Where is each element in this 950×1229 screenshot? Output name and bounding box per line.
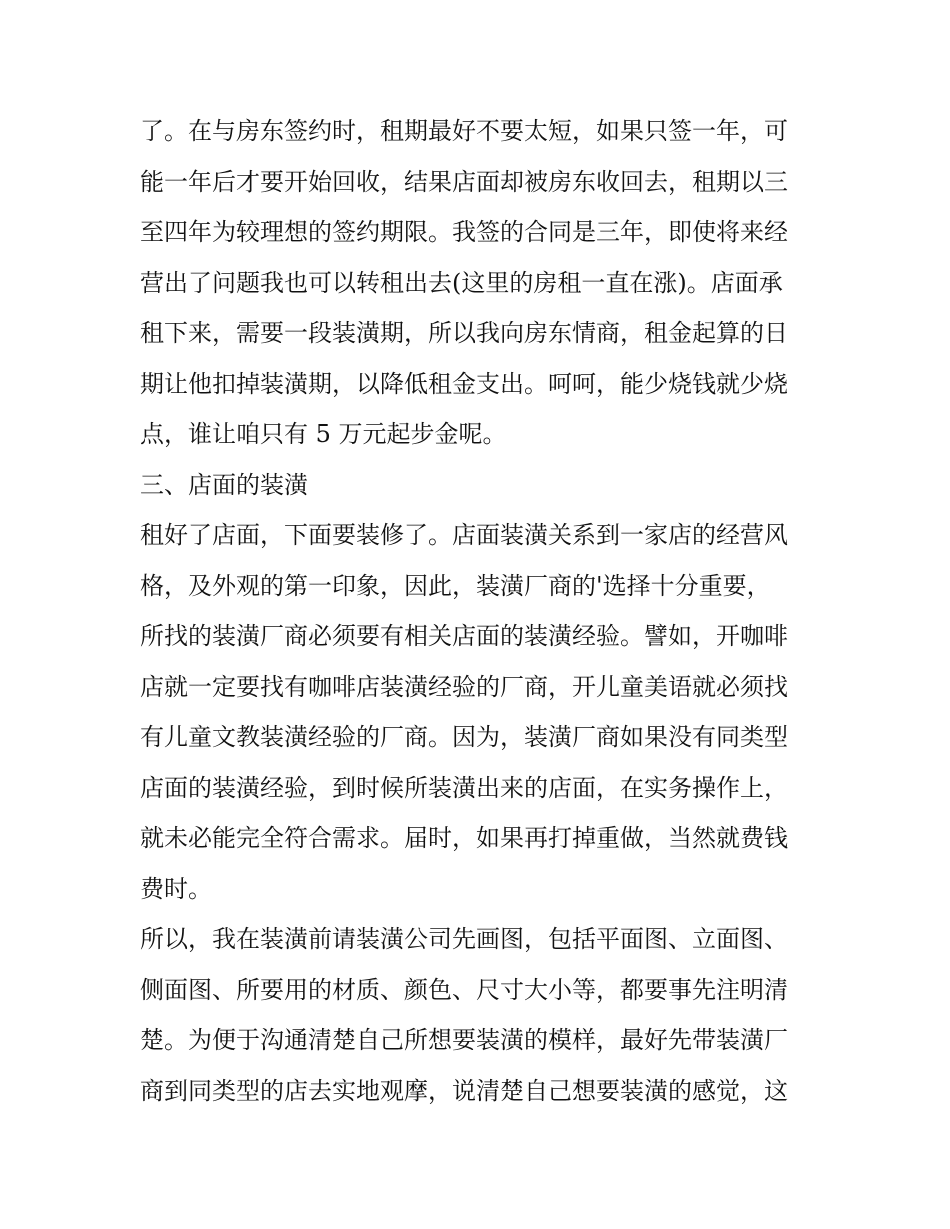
- text-line: 商到同类型的店去实地观摩，说清楚自己想要装潢的感觉，这: [140, 1076, 788, 1105]
- text-line: 营出了问题我也可以转租出去(这里的房租一直在涨)。店面承: [140, 268, 783, 297]
- text-line: 店就一定要找有咖啡店装潢经验的厂商，开儿童美语就必须找: [140, 672, 788, 701]
- text-line: 店面的装潢经验，到时候所装潢出来的店面，在实务操作上，: [140, 773, 788, 802]
- text-line: 费时。: [140, 874, 212, 903]
- text-line: 租好了店面，下面要装修了。店面装潢关系到一家店的经营风: [140, 521, 788, 549]
- text-line: 所找的装潢厂商必须要有相关店面的装潢经验。譬如，开咖啡: [140, 622, 788, 650]
- text-line: 期让他扣掉装潢期，以降低租金支出。呵呵，能少烧钱就少烧: [140, 369, 788, 398]
- text-line: 楚。为便于沟通清楚自己所想要装潢的模样，最好先带装潢厂: [140, 1026, 788, 1054]
- text-line: 就未必能完全符合需求。届时，如果再打掉重做，当然就费钱: [140, 824, 788, 852]
- text-line: 了。在与房东签约时，租期最好不要太短，如果只签一年，可: [140, 117, 788, 145]
- text-line: 能一年后才要开始回收，结果店面却被房东收回去，租期以三: [140, 167, 788, 196]
- section-heading: 三、店面的装潢: [140, 470, 308, 499]
- text-line: 格，及外观的第一印象，因此，装潢厂商的'选择十分重要，: [140, 571, 771, 600]
- document-body: [140, 106, 820, 1116]
- text-line: 有儿童文教装潢经验的厂商。因为，装潢厂商如果没有同类型: [140, 723, 788, 751]
- text-line: 至四年为较理想的签约期限。我签的合同是三年，即使将来经: [140, 218, 788, 246]
- text-line: 点，谁让咱只有 5 万元起步金呢。: [140, 420, 507, 448]
- text-line: 所以，我在装潢前请装潢公司先画图，包括平面图、立面图、: [140, 925, 788, 953]
- text-line: 侧面图、所要用的材质、颜色、尺寸大小等，都要事先注明清: [140, 975, 788, 1004]
- text-line: 租下来，需要一段装潢期，所以我向房东情商，租金起算的日: [140, 319, 788, 347]
